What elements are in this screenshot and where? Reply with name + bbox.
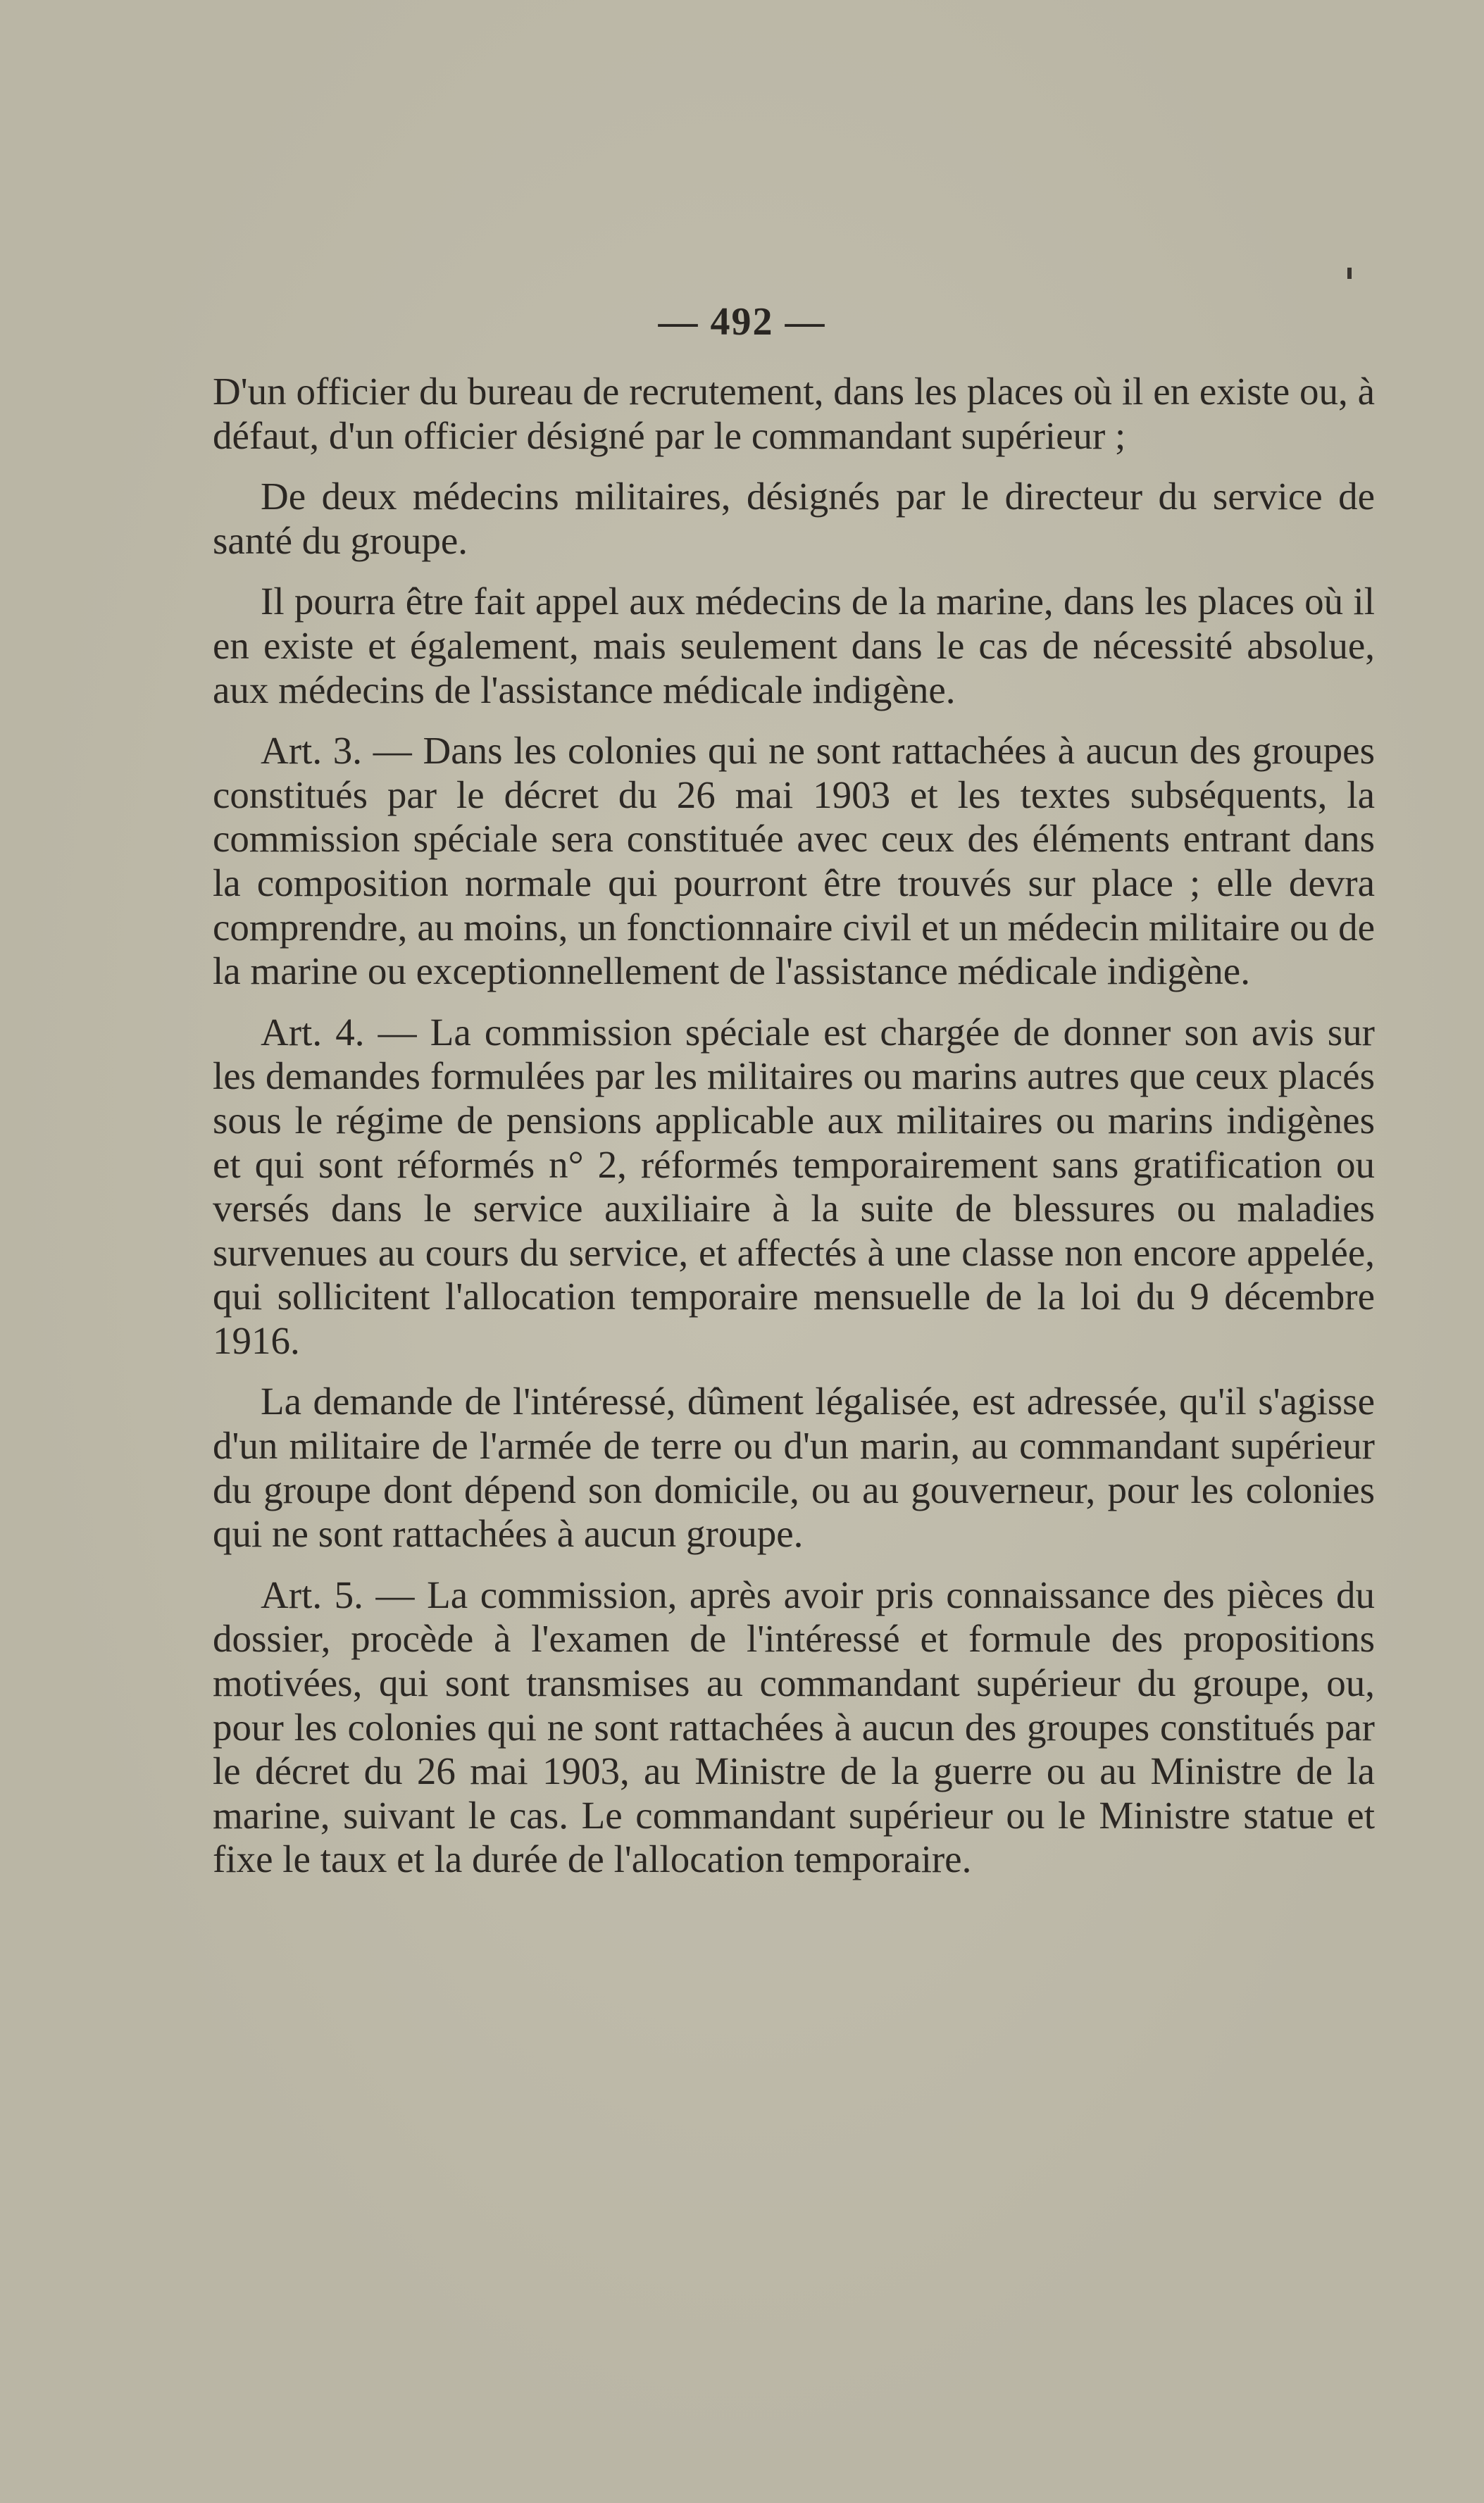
paragraph-article-4: Art. 4. — La commission spéciale est chargée de donner son avis sur les demandes formulées par les militaires ou marins autres que ceux placés sous le régime de pensions applicable aux militaires ou marins indigènes et qui sont réformés n° 2, réformés temporairement sans gratification ou versés dans le service auxiliaire à la suite de blessures ou maladies survenues au cours du service, et affectés à une classe non encore appelée, qui sollicitent l'allocation temporaire mensuelle de la loi du 9 décembre 1916.	[213, 1010, 1375, 1362]
body-text	[213, 370, 1375, 1899]
paragraph-recruitment-officer: D'un officier du bureau de recrutement, dans les places où il en existe ou, à défaut, d'un officier désigné par le commandant supérieur ;	[213, 370, 1375, 457]
paragraph-military-doctors: De deux médecins militaires, désignés par le directeur du service de santé du groupe.	[213, 475, 1375, 562]
paragraph-navy-doctors: Il pourra être fait appel aux médecins de la marine, dans les places où il en existe et également, mais seulement dans le cas de nécessité absolue, aux médecins de l'assistance médicale indigène.	[213, 580, 1375, 711]
paragraph-article-5: Art. 5. — La commission, après avoir pris connaissance des pièces du dossier, procède à l'examen de l'intéressé et formule des propositions motivées, qui sont transmises au commandant supérieur du groupe, ou, pour les colonies qui ne sont rattachées à aucun des groupes constitués par le décret du 26 mai 1903, au Ministre de la guerre ou au Ministre de la marine, suivant le cas. Le commandant supérieur ou le Ministre statue et fixe le taux et la durée de l'allocation temporaire.	[213, 1573, 1375, 1881]
ink-speck	[1347, 268, 1352, 279]
page-number: — 492 —	[658, 300, 826, 344]
paragraph-request-procedure: La demande de l'intéressé, dûment légalisée, est adressée, qu'il s'agisse d'un militaire de l'armée de terre ou d'un marin, au commandant supérieur du groupe dont dépend son domicile, ou au gouverneur, pour les colonies qui ne sont rattachées à aucun groupe.	[213, 1380, 1375, 1556]
paragraph-article-3: Art. 3. — Dans les colonies qui ne sont rattachées à aucun des groupes constitués par le décret du 26 mai 1903 et les textes subséquents, la commission spéciale sera constituée avec ceux des éléments entrant dans la composition normale qui pourront être trouvés sur place ; elle devra comprendre, au moins, un fonctionnaire civil et un médecin militaire ou de la marine ou exceptionnellement de l'assistance médicale indigène.	[213, 729, 1375, 993]
